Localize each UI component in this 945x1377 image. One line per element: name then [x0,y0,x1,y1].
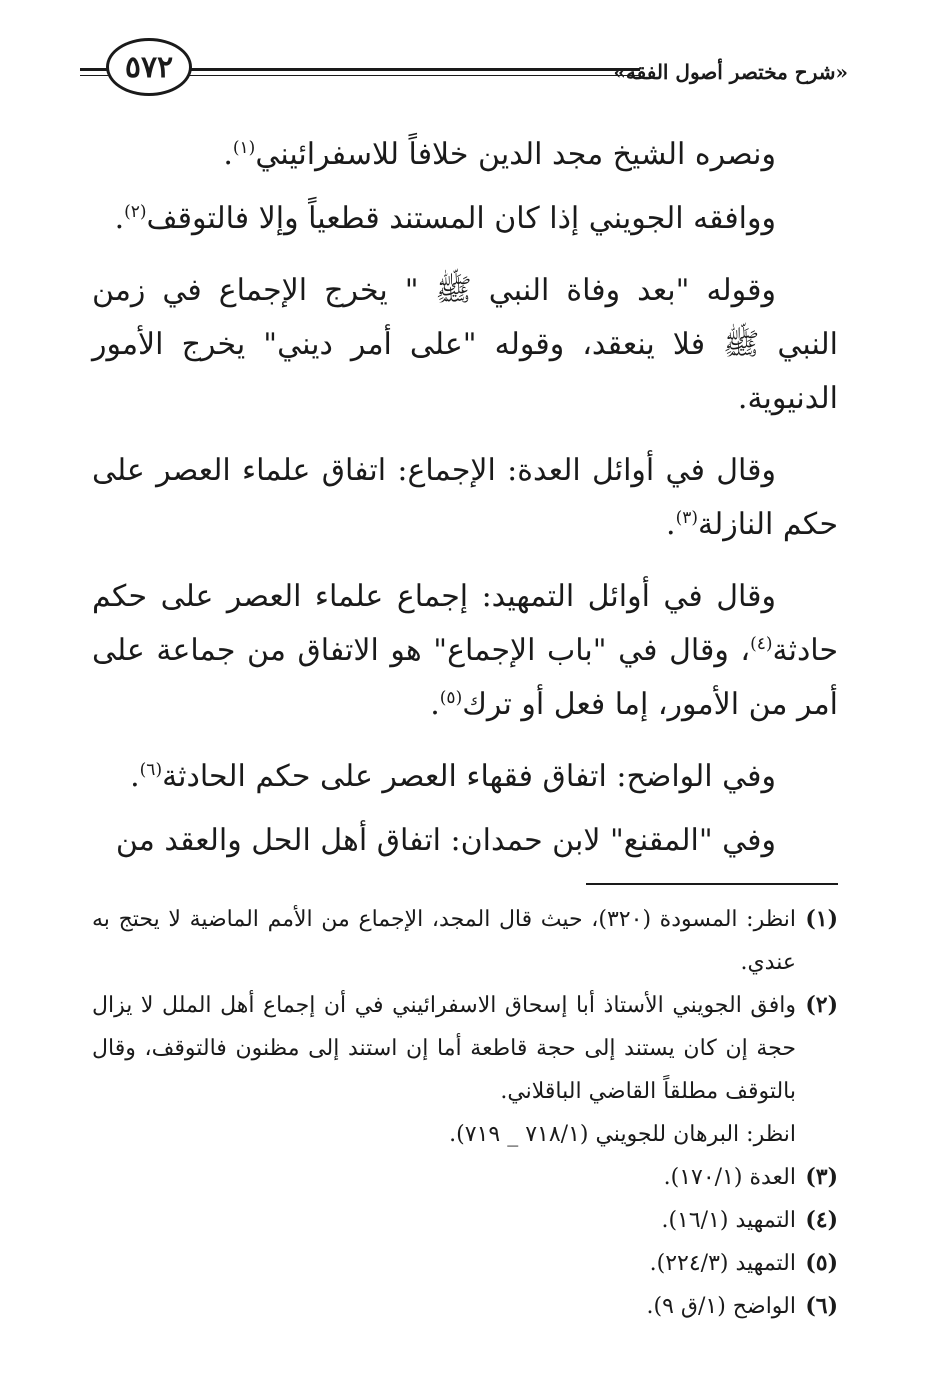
footnote [92,984,838,1113]
footnote-number: (١) [805,906,838,932]
footnote-ref: (٤) [750,634,773,654]
header-rule [174,68,640,76]
footnote-ref: (٢) [124,202,147,222]
paragraph: وفي الواضح: اتفاق فقهاء العصر على حكم الحادثة$^{(٦)}$. [130,759,776,794]
footnote [92,898,838,984]
footnote-text: انظر: المسودة (٣٢٠)، حيث قال المجد، الإجماع من الأمم الماضية لا يحتج به عندي. [92,907,796,975]
footnote-text: العدة (١٧٠/١). [663,1165,796,1190]
paragraph: وقوله "بعد وفاة النبي ﷺ " يخرج الإجماع في زمن النبي ﷺ فلا ينعقد، وقوله "على أمر ديني" يخرج الأمور الدنيوية. [92,273,838,416]
paragraph: ووافقه الجويني إذا كان المستند قطعياً وإلا فالتوقف$^{(٢)}$. [114,201,776,236]
paragraph: ونصره الشيخ مجد الدين خلافاً للاسفرائيني$^{(١)}$. [223,137,776,172]
main-text [92,128,838,886]
footnote-ref: (١) [232,138,256,158]
footnote-ref: (٥) [439,688,463,708]
page-number: ٥٧٢ [106,38,192,96]
footnote-ref: (٣) [675,508,698,528]
footnote [92,1199,838,1242]
header-rule-end [80,68,108,76]
footnotes [92,898,838,1328]
footnote [92,1242,838,1285]
footnote-number: (٥) [805,1250,838,1276]
paragraph: وفي "المقنع" لابن حمدان: اتفاق أهل الحل والعقد من [115,823,776,858]
footnote-divider [586,883,838,885]
paragraph: وقال في أوائل التمهيد: إجماع علماء العصر على حكم حادثة$^{(٤)}$، وقال في "باب الإجماع" هو الاتفاق من جماعة على أمر من الأمور، إما فعل أو ترك$^{(٥)}$. [92,579,838,722]
footnote-number: (٤) [805,1207,838,1233]
footnote-number: (٣) [805,1164,838,1190]
footnote-ref: (٦) [139,760,163,780]
footnote-text: التمهيد (٢٢٤/٣). [649,1251,796,1276]
book-title: «شرح مختصر أصول الفقه» [613,60,848,84]
footnote-number: (٢) [805,992,838,1018]
footnote-continuation: انظر: البرهان للجويني (٧١٨/١ _ ٧١٩). [449,1122,796,1147]
paragraph: وقال في أوائل العدة: الإجماع: اتفاق علماء العصر على حكم النازلة$^{(٣)}$. [92,453,838,542]
page-header [86,38,848,108]
footnote-text: التمهيد (١٦/١). [661,1208,796,1233]
footnote [92,1285,838,1328]
footnote [92,1156,838,1199]
footnote-text: الواضح (١/ق ٩). [646,1294,796,1319]
footnote-text: وافق الجويني الأستاذ أبا إسحاق الاسفرائيني في أن إجماع أهل الملل لا يزال حجة إن كان يستند إلى حجة قاطعة أما إن استند إلى مظنون فالتوقف، وقال بالتوقف مطلقاً القاضي الباقلاني. [92,993,796,1104]
footnote-number: (٦) [805,1293,838,1319]
